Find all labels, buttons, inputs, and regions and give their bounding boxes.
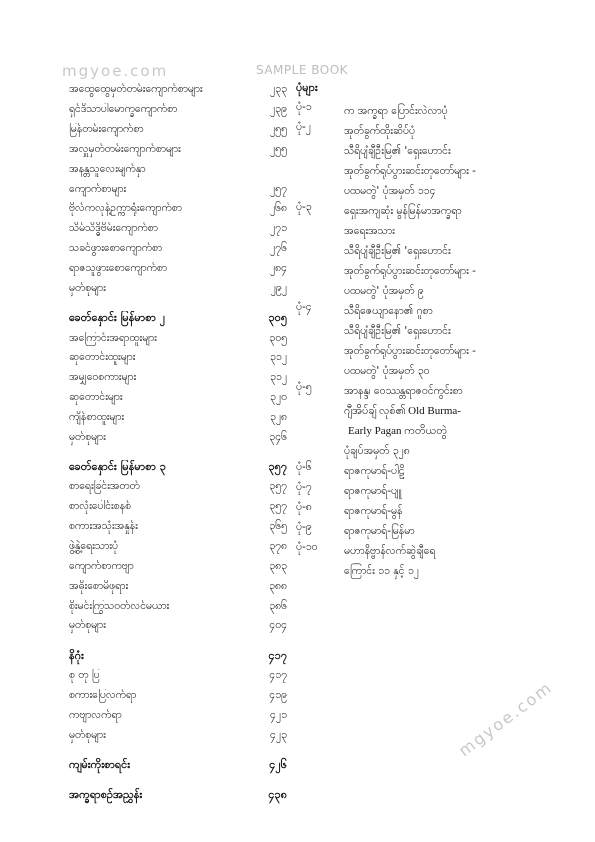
figure-description	[344, 501, 546, 521]
toc-entry-page: ၃၇၈	[269, 539, 287, 552]
figure-entry	[296, 101, 546, 121]
figure-description-line: အုတ်ခွက်ရုပ်ပွားဆင်းတုတော်များ -	[344, 345, 476, 357]
figure-description	[344, 301, 546, 381]
toc-entry-title: အလှူမှတ်တမ်းကျောက်စာများ	[69, 142, 181, 155]
toc-entry-title: မြန်တမ်းကျောက်စာ	[69, 123, 144, 136]
figure-number: ပုံ-၈	[296, 501, 312, 513]
figure-description-line: သီရိဇေယျာနော၏ ဂူစာ	[344, 305, 433, 317]
figure-number: ပုံ-၄	[296, 301, 312, 313]
toc-entry-title: ကျိန်စာထူးများ	[69, 410, 125, 423]
figure-description-line: ရှေးအကျဆုံး မွန်မြန်မာအက္ခရာ	[344, 205, 462, 217]
toc-entry-page: ၃၆၅	[269, 520, 287, 533]
toc-entry	[69, 518, 287, 538]
figure-description-line: အုတ်ခွက်ရုပ်ပွားဆင်းတုတော်များ -	[344, 265, 476, 277]
toc-entry	[69, 101, 287, 121]
figure-description-line: သီရိပျံချီဦးမြ၏ 'ရှေးဟောင်း	[344, 145, 451, 157]
watermark-site-top: mgyoe.com	[62, 62, 169, 80]
figure-description-line: မဟာနိဗ္ဗာန်လက်ဆွဲချီရေ	[344, 545, 436, 557]
figure-entry	[296, 521, 546, 541]
figure-description-line: သီရိပျံချီဦးမြ၏ 'ရှေးဟောင်း	[344, 245, 451, 257]
figure-number: ပုံ-၁၀	[296, 541, 318, 553]
toc-entry	[69, 557, 287, 577]
toc-entry	[69, 577, 287, 597]
toc-entry-page: ၃၈၈	[269, 579, 287, 592]
toc-entry	[69, 726, 287, 746]
toc-entry-page: ၃၅၇	[269, 480, 287, 493]
toc-entry-page: ၂၇၆	[270, 242, 287, 255]
toc-entry-page: ၃၈၃	[269, 559, 287, 572]
figure-description-line: ရာဇကုမာရ်-ပါဠိ	[344, 465, 405, 477]
figure-description-line: ပထမတွဲ' ပုံအမှတ် ၃၀	[344, 365, 430, 377]
toc-section-heading	[69, 647, 287, 667]
watermark-sample-book: SAMPLE BOOK	[256, 63, 349, 77]
toc-entry-page: ၄၂၁	[270, 708, 287, 721]
toc-entry-page: ၂၅၅	[270, 123, 287, 136]
toc-entry	[69, 667, 287, 687]
toc-entry	[69, 369, 287, 389]
toc-entry-title: ဆုတောင်းများ	[69, 391, 123, 404]
figure-number: ပုံ-၉	[296, 521, 312, 533]
figures-entries	[296, 101, 546, 581]
toc-entry-page: ၃၈၆	[269, 599, 287, 612]
toc-entry	[69, 538, 287, 558]
toc-entry-page: ၂၅၇	[270, 182, 287, 195]
toc-entry-title: စာရေးခြင်းအတတ်	[69, 480, 140, 493]
toc-entry	[69, 686, 287, 706]
figure-description	[344, 201, 546, 301]
toc-entry-title: ရာဇသူဖွားစောကျောက်စာ	[69, 262, 168, 275]
toc-entry-title: အထွေထွေမှတ်တမ်းကျောက်စာများ	[69, 83, 203, 96]
toc-entry-title: မှတ်စုများ	[69, 619, 106, 632]
toc-entry	[69, 279, 287, 299]
toc-entry	[69, 478, 287, 498]
figure-description-line: ပထမတွဲ' ပုံအမှတ် ၉	[344, 285, 424, 297]
figure-description-line: ပုံချပ်အမှတ် ၃၂၈	[344, 445, 410, 457]
toc-entry-title: အကြောင်းအရာထူးများ	[69, 331, 157, 344]
toc-entry	[69, 240, 287, 260]
figure-number: ပုံ-၁	[296, 101, 312, 113]
toc-entry	[69, 160, 287, 180]
toc-entry-title: စု တု ပြ	[69, 669, 100, 682]
toc-entry	[69, 141, 287, 161]
toc-entry	[69, 389, 287, 409]
figure-description	[344, 101, 546, 121]
toc-entry-title: စကားပြေလက်ရာ	[69, 688, 137, 701]
toc-entry-page: ၃၀၅	[268, 311, 287, 325]
toc-entry-title: ကျမ်းကိုးစာရင်း	[69, 757, 131, 771]
toc-entry	[69, 180, 287, 200]
figure-description-line: Early Pagan ကတိယတွဲ	[348, 425, 448, 437]
figure-description	[344, 521, 546, 541]
toc-entry-page: ၄၁၉	[269, 688, 287, 701]
toc-entry-title: အမျှဝေစကားများ	[69, 371, 137, 384]
toc-entry-page: ၃၁၂	[270, 371, 287, 384]
toc-section-heading	[69, 309, 287, 329]
toc-entry-title: စိုးမင်းကြွသဝတ်လင်မယား	[69, 599, 170, 612]
figure-description-line: အုတ်ခွက်ရုပ်ပွားဆင်းတုတော်များ -	[344, 165, 476, 177]
toc-entry-page: ၄၂၆	[269, 757, 287, 771]
toc-entry-page: ၃၅၇	[268, 460, 287, 474]
figures-heading: ပုံများ	[296, 81, 318, 94]
toc-entry-page: ၂၃၃	[270, 83, 287, 96]
toc-section-heading	[69, 786, 287, 806]
figure-description	[344, 481, 546, 501]
figure-description-line: ရာဇကုမာရ်-မွန်	[344, 505, 403, 517]
toc-entry	[69, 498, 287, 518]
figure-description	[344, 121, 546, 201]
figure-number: ပုံ-၇	[296, 481, 312, 493]
toc-entry-page: ၃၅၇	[269, 500, 287, 513]
toc-entry-title: ရှင်ဒိသာပါမောက္ခကျောက်စာ	[69, 103, 178, 116]
figure-entry	[296, 121, 546, 201]
toc-entry-title: သခင်ဖွားစောကျောက်စာ	[69, 242, 163, 255]
toc-entry-page: ၃၀၅	[269, 331, 287, 344]
figure-description	[344, 541, 546, 581]
toc-entry-page: ၄၁၇	[269, 669, 287, 682]
toc-entry-page: ၃၁၂	[270, 351, 287, 364]
toc-entry-title: ဗိုလ်ကလုန့်ဥက္ကာရုံးကျောက်စာ	[69, 202, 182, 215]
toc-entry-page: ၂၇၁	[270, 222, 287, 235]
figure-entry	[296, 381, 546, 461]
figure-entry	[296, 461, 546, 481]
toc-entry	[69, 706, 287, 726]
toc-entry-title: စကားအသုံးအနှုန်း	[69, 520, 138, 533]
toc-entry-title: ကျောက်စာများ	[69, 182, 127, 195]
toc-entry-page: ၃၄၆	[269, 430, 287, 443]
toc-entry-page: ၄၁၇	[268, 648, 287, 662]
toc-entry-title: ခေတ်နှောင်း မြန်မာစာ ၃	[69, 460, 166, 474]
toc-entry-title: ကဗျာလက်ရာ	[69, 708, 122, 721]
toc-entry	[69, 220, 287, 240]
figure-number: ပုံ-၆	[296, 461, 312, 473]
toc-entry-title: အဓိုးစောမိဖုရား	[69, 579, 129, 592]
figure-description-line: အုတ်ခွက်ထိုးဆိပ်ပုံ	[344, 125, 415, 137]
toc-entry-page: ၂၉၂	[270, 281, 287, 294]
figure-number: ပုံ-၂	[296, 121, 311, 133]
toc-entry-title: မှတ်စုများ	[69, 281, 106, 294]
toc-entry	[69, 597, 287, 617]
figure-description-line: အရေးအသား	[344, 225, 395, 237]
figure-entry	[296, 481, 546, 501]
toc-entry-title: ဖွဲ့နွဲ့ရေးသားပုံ	[69, 539, 118, 552]
toc-entry-title: မှတ်စုများ	[69, 430, 106, 443]
toc-section-heading	[69, 458, 287, 478]
figure-entry	[296, 501, 546, 521]
toc-entry	[69, 349, 287, 369]
figure-description-line: ကြောင်း ၁၁ နှင့် ၁၂	[344, 565, 419, 577]
toc-entry-title: ခေတ်နှောင်း မြန်မာစာ ၂	[69, 311, 166, 325]
figure-number: ပုံ-၅	[296, 381, 312, 393]
figure-number: ပုံ-၃	[296, 201, 312, 213]
figure-description	[344, 381, 546, 461]
toc-entry-title: သိမ်သိဒ္ဓိဗိမ်းကျောက်စာ	[69, 222, 158, 235]
toc-entry	[69, 428, 287, 448]
toc-entry-page: ၂၅၅	[270, 142, 287, 155]
toc-entry	[69, 617, 287, 637]
toc-entry-title: အက္ခရာစဉ်အညွှန်း	[69, 787, 143, 801]
toc-entry-page: ၄၀၄	[269, 619, 287, 632]
toc-entry-page: ၃၂၀	[270, 391, 287, 404]
toc-entry	[69, 81, 287, 101]
figure-entry	[296, 201, 546, 301]
toc-entry-page: ၂၃၉	[270, 103, 287, 116]
figure-description-line: ရာဇကုမာရ်-မြန်မာ	[344, 525, 415, 537]
toc-entry-page: ၂၈၄	[269, 262, 287, 275]
toc-entry-title: ဆုတောင်းထူးများ	[69, 351, 136, 364]
toc-entry-title: အနန္တသူလေးမျက်နှာ	[69, 162, 146, 175]
toc-entry-title: နိဂုံး	[69, 648, 84, 662]
toc-entry-title: ကျောက်စာကဗျာ	[69, 559, 134, 572]
figure-description-line: ရာဇကုမာရ်-ပျူ	[344, 485, 402, 497]
toc-entry	[69, 200, 287, 220]
watermark-site-diagonal: mgyoe.com	[455, 677, 556, 761]
toc-entry-title: စာလုံးပေါင်းစနစ်	[69, 500, 131, 513]
figure-description-line: အာနန္ဒ၊ ဝေဿန္တရာဇဝင်ကွင်းစာ	[344, 385, 463, 397]
figures-list	[296, 81, 546, 581]
figure-description-line: က အက္ခရာ ပြောင်းလဲလာပုံ	[344, 105, 448, 117]
toc-entry-page: ၄၃၈	[268, 787, 287, 801]
toc-entry-page: ၄၂၃	[270, 728, 287, 741]
toc-entry-page: ၃၂၈	[269, 410, 287, 423]
toc-entry-title: မှတ်စုများ	[69, 728, 106, 741]
toc-entry	[69, 260, 287, 280]
figure-description-line: ဂျီအိပ်ချ် လုစ်၏ Old Burma-	[344, 405, 461, 417]
toc-entry-page: ၂၆၈	[269, 202, 287, 215]
figure-entry	[296, 541, 546, 581]
contents-list	[69, 81, 287, 806]
figure-entry	[296, 301, 546, 381]
toc-entry	[69, 329, 287, 349]
figure-description-line: ပထမတွဲ' ပုံအမှတ် ၁၁၄	[344, 185, 436, 197]
toc-entry	[69, 409, 287, 429]
toc-entry	[69, 121, 287, 141]
figure-description	[344, 461, 546, 481]
figure-description-line: သီရိပျံချီဦးမြ၏ 'ရှေးဟောင်း	[344, 325, 451, 337]
toc-section-heading	[69, 756, 287, 776]
